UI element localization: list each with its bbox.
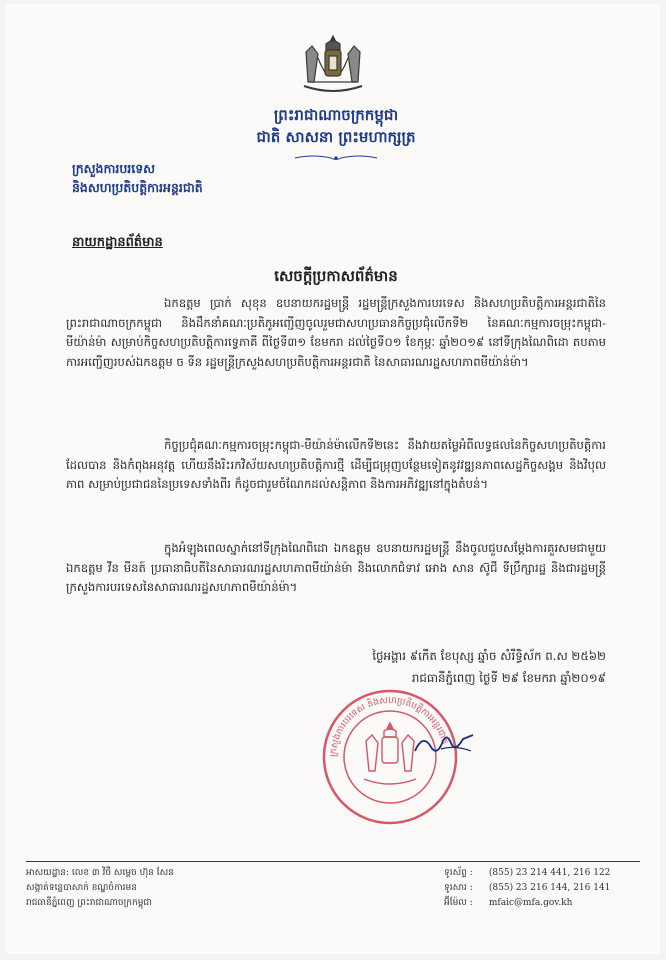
letterhead-kingdom: [206, 104, 466, 148]
department-name: នាយកដ្ឋានព័ត៌មាន: [72, 235, 163, 250]
ministry-line-1: ក្រសួងការបរទេស: [72, 161, 156, 176]
footer-contacts: [444, 866, 610, 911]
lunar-date: ថ្ងៃអង្គារ ៩កើត ខែបុស្ស ឆ្នាំច សំរឹទ្ធិស័ក ព.ស ២៥៦២: [372, 649, 606, 663]
footer-address: [26, 866, 174, 911]
signature-icon: [411, 729, 481, 759]
footer-divider: [26, 861, 640, 862]
paragraph-3: ក្នុងអំឡុងពេលស្នាក់នៅទីក្រុងណៃពិដោ ឯកឧត្តម ឧបនាយករដ្ឋមន្ត្រី នឹងចូលជួបសម្ដែងការគួរសមជាមួយ ឯកឧត្តម វីន មីនត៍ ប្រធានាធិបតីនៃសាធារណរដ្ឋសហភាពមីយ៉ាន់ម៉ា និងលោកជំទាវ អោង សាន ស៊ូជី ទីប្រឹក្សារដ្ឋ និងជារដ្ឋមន្ត្រីក្រសួងការបរទេសនៃសាធារណរដ្ឋសហភាពមីយ៉ាន់ម៉ា។: [66, 541, 606, 595]
kingdom-line: ព្រះរាជាណាចក្រកម្ពុជា: [273, 106, 399, 124]
paragraph-2: កិច្ចប្រជុំគណៈកម្មការចម្រុះកម្ពុជា-មីយ៉ាន់ម៉ាលើកទី២នេះ នឹងវាយតម្លៃអំពីលទ្ធផលនៃកិច្ចសហប្រតិបត្តិការ ដែលបាន និងកំពុងអនុវត្ត ហើយនឹងរិះរកវិស័យសហប្រតិបត្តិការថ្មី ដើម្បីជម្រុញបន្ថែមទៀតនូវវឌ្ឍនភាពសេដ្ឋកិច្ចសង្គម និងវិបុលភាព សម្រាប់ប្រជាជននៃប្រទេសទាំងពីរ ក៏ដូចជារួមចំណែកដល់សន្តិភាព និងការអភិវឌ្ឍនៅក្នុងតំបន់។: [66, 438, 606, 492]
document-title: សេចក្ដីប្រកាសព័ត៌មាន: [274, 267, 398, 285]
ministry-name: [72, 159, 203, 197]
email-address: mfaic@mfa.gov.kh: [488, 898, 573, 908]
fax-label: ទូរសារ :: [444, 883, 473, 893]
address-line-1: លេខ ៣ វិថី សម្ដេច ហ៊ុន សែន: [71, 868, 174, 878]
ornament-divider-icon: [291, 154, 381, 162]
address-label: អាសយដ្ឋាន:: [26, 868, 70, 878]
seal-ring-text: ក្រសួងការបរទេស និងសហប្រតិបត្តិការអន្តរជាតិ: [328, 695, 450, 758]
solar-date: រាជធានីភ្នំពេញ ថ្ងៃទី ២៩ ខែមករា ឆ្នាំ២០១៩: [411, 671, 606, 685]
ministry-line-2: និងសហប្រតិបត្តិការអន្តរជាតិ: [72, 180, 203, 195]
dateline: [306, 645, 606, 689]
motto-line: ជាតិ សាសនា ព្រះមហាក្សត្រ: [256, 128, 416, 146]
phone-number: (855) 23 214 441, 216 122: [488, 868, 611, 878]
document-page: [6, 4, 660, 954]
paragraph-1: ឯកឧត្តម ប្រាក់ សុខុន ឧបនាយករដ្ឋមន្ត្រី រដ្ឋមន្ត្រីក្រសួងការបរទេស និងសហប្រតិបត្តិការអន្តរជាតិនៃព្រះរាជាណាចក្រកម្ពុជា និងដឹកនាំគណៈប្រតិភូអញ្ជើញចូលរួមជាសហប្រធានកិច្ចប្រជុំលើកទី២ នៃគណៈកម្មការចម្រុះកម្ពុជា-មីយ៉ាន់ម៉ា សម្រាប់កិច្ចសហប្រតិបត្តិការទ្វេភាគី ពីថ្ងៃទី៣១ ខែមករា ដល់ថ្ងៃទី០១ ខែកុម្ភៈ ឆ្នាំ២០១៩ នៅទីក្រុងណៃពិដោ តបតាមការអញ្ជើញរបស់ឯកឧត្តម ច ទីន រដ្ឋមន្ត្រីក្រសួងសហប្រតិបត្តិការអន្តរជាតិ នៃសាធារណរដ្ឋសហភាពមីយ៉ាន់ម៉ា។: [66, 296, 606, 369]
address-line-2: សង្កាត់ទន្លេបាសាក់ ខណ្ឌចំការមន: [26, 883, 137, 893]
fax-number: (855) 23 216 144, 216 141: [488, 883, 611, 893]
address-line-3: រាជធានីភ្នំពេញ ព្រះរាជាណាចក្រកម្ពុជា: [26, 898, 152, 908]
phone-label: ទូរស័ព្ទ :: [444, 868, 473, 878]
email-label: អ៊ីម៉ែល :: [444, 898, 473, 908]
royal-coat-of-arms-icon: [296, 32, 370, 96]
